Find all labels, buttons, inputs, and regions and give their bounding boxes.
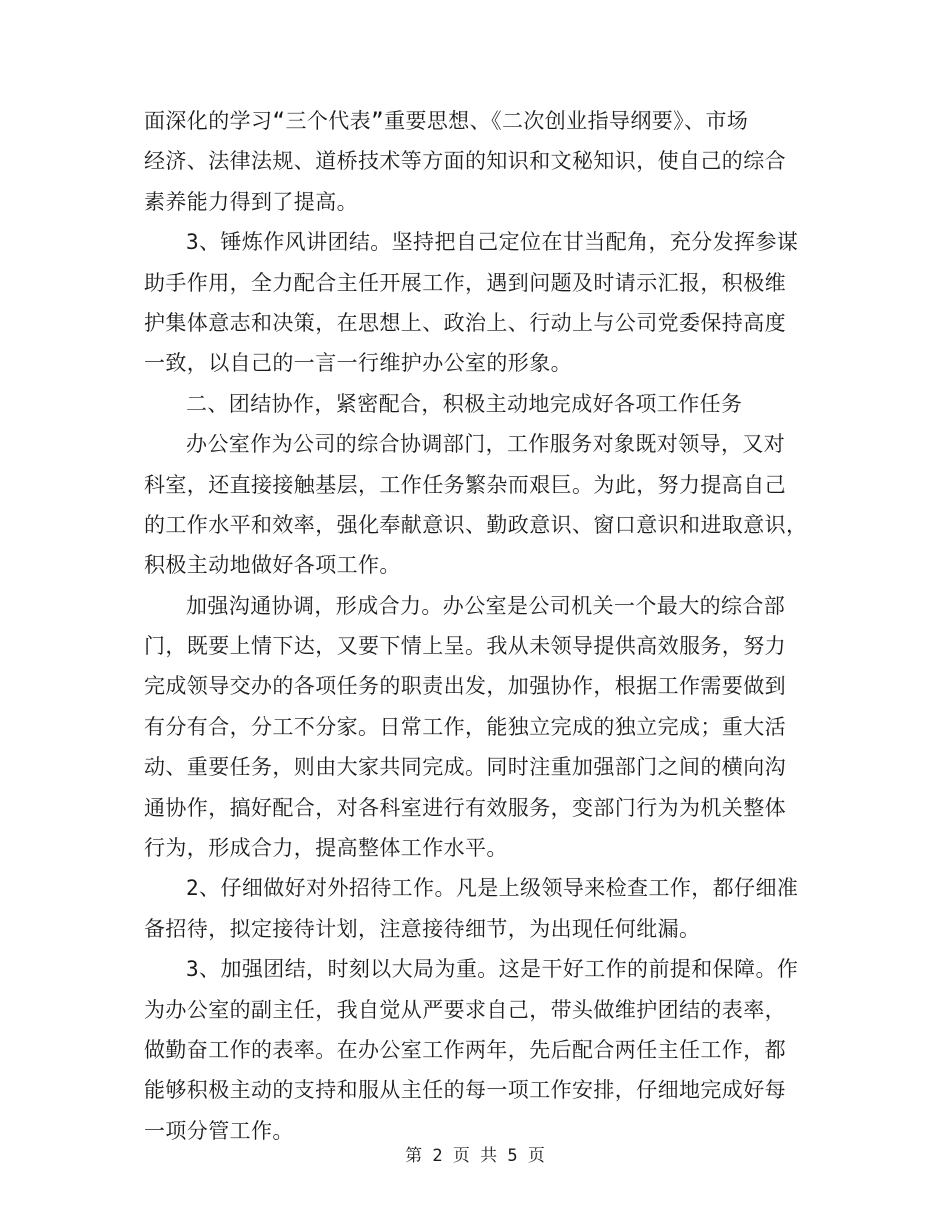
text-line: 为办公室的副主任，我自觉从严要求自己，带头做维护团结的表率， [144,997,786,1022]
text-line: 动、重要任务，则由大家共同完成。同时注重加强部门之间的横向沟 [144,755,786,780]
text-line: 完成领导交办的各项任务的职责出发，加强协作，根据工作需要做到 [144,674,786,699]
text-line: 行为，形成合力，提高整体工作水平。 [144,836,508,861]
text-line: 的工作水平和效率，强化奉献意识、勤政意识、窗口意识和进取意识， [144,512,808,537]
document-body [144,101,812,1151]
text-line: 2、仔细做好对外招待工作。凡是上级领导来检查工作，都仔细准 [186,876,799,901]
text-line: 3、锤炼作风讲团结。坚持把自己定位在甘当配角，充分发挥参谋 [186,230,799,255]
text-line: 通协作，搞好配合，对各科室进行有效服务，变部门行为为机关整体 [144,795,786,820]
text-line: 护集体意志和决策，在思想上、政治上、行动上与公司党委保持高度 [144,310,786,335]
text-line: 一项分管工作。 [144,1118,294,1143]
text-line: 科室，还直接接触基层，工作任务繁杂而艰巨。为此，努力提高自己 [144,472,786,497]
text-line: 经济、法律法规、道桥技术等方面的知识和文秘知识，使自己的综合 [144,149,786,174]
text-line: 门，既要上情下达，又要下情上呈。我从未领导提供高效服务，努力 [144,634,786,659]
text-line: 能够积极主动的支持和服从主任的每一项工作安排，仔细地完成好每 [144,1078,786,1103]
text-line: 加强沟通协调，形成合力。办公室是公司机关一个最大的综合部 [186,593,786,618]
text-line: 办公室作为公司的综合协调部门，工作服务对象既对领导，又对 [186,432,786,457]
text-line: 积极主动地做好各项工作。 [144,553,401,578]
text-line: 面深化的学习“三个代表”重要思想、《二次创业指导纲要》、市场 [144,109,749,133]
section-heading: 二、团结协作，紧密配合，积极主动地完成好各项工作任务 [186,391,743,416]
text-line: 有分有合，分工不分家。日常工作，能独立完成的独立完成；重大活 [144,714,786,739]
page-number-footer: 第 2 页 共 5 页 [405,1146,545,1166]
text-line: 备招待，拟定接待计划，注意接待细节，为出现任何纰漏。 [144,916,701,941]
text-line: 素养能力得到了提高。 [144,189,358,214]
text-line: 做勤奋工作的表率。在办公室工作两年，先后配合两任主任工作，都 [144,1037,786,1062]
text-line: 一致，以自己的一言一行维护办公室的形象。 [144,351,572,376]
text-line: 3、加强团结，时刻以大局为重。这是干好工作的前提和保障。作 [186,957,799,982]
text-line: 助手作用，全力配合主任开展工作，遇到问题及时请示汇报，积极维 [144,270,786,295]
